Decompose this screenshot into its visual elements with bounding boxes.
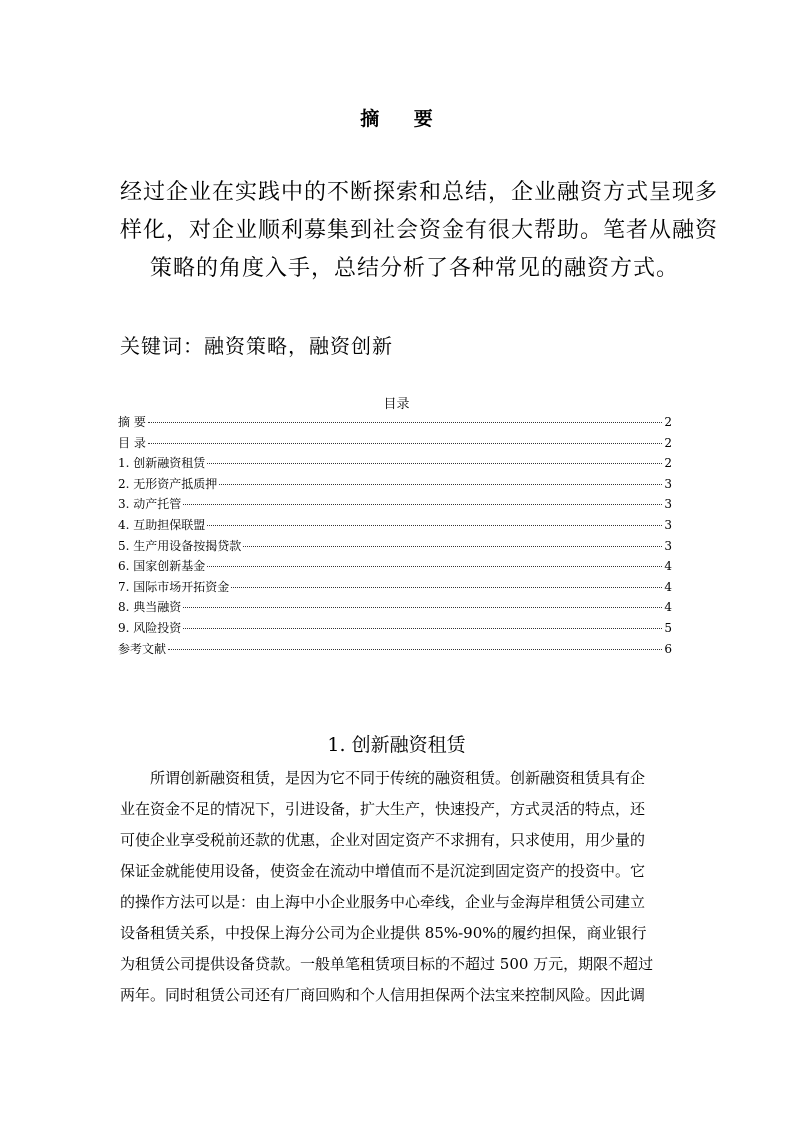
toc-page-number: 4 xyxy=(664,579,672,594)
toc-label: 参考文献 xyxy=(118,641,167,656)
toc-page-number: 4 xyxy=(664,600,672,615)
toc-page-number: 3 xyxy=(664,538,672,553)
toc-item-section-4[interactable] xyxy=(118,515,672,536)
toc-item-section-3[interactable] xyxy=(118,494,672,515)
toc-leader xyxy=(168,649,662,650)
toc-page-number: 2 xyxy=(664,456,672,471)
toc-leader xyxy=(207,566,662,567)
body-line: 保证金就能使用设备，使资金在流动中增值而不是沉淀到固定资产的投资中。它 xyxy=(120,862,646,880)
abstract-body xyxy=(120,174,719,288)
toc-page-number: 3 xyxy=(664,476,672,491)
section-body xyxy=(120,763,676,1011)
toc-label: 9. 风险投资 xyxy=(118,620,182,635)
toc-page-number: 6 xyxy=(664,641,672,656)
body-line: 可使企业享受税前还款的优惠，企业对固定资产不求拥有，只求使用，用少量的 xyxy=(120,831,646,849)
toc-item-section-2[interactable] xyxy=(118,474,672,495)
toc-leader xyxy=(148,422,663,423)
abstract-line: 经过企业在实践中的不断探索和总结，企业融资方式呈现多 xyxy=(120,180,719,205)
toc-leader xyxy=(231,587,662,588)
toc-page-number: 5 xyxy=(664,620,672,635)
toc-item-section-6[interactable] xyxy=(118,556,672,577)
abstract-line: 策略的角度入手，总结分析了各种常见的融资方式。 xyxy=(150,256,680,281)
toc-leader xyxy=(207,525,662,526)
toc-page-number: 3 xyxy=(664,497,672,512)
toc-leader xyxy=(148,443,663,444)
toc-item-abstract[interactable] xyxy=(118,412,672,433)
toc-page-number: 3 xyxy=(664,517,672,532)
toc-title: 目录 xyxy=(383,397,410,412)
toc-leader xyxy=(183,628,662,629)
toc-label: 1. 创新融资租赁 xyxy=(118,456,206,471)
toc-leader xyxy=(207,463,662,464)
toc-leader xyxy=(219,484,662,485)
section-heading: 1. 创新融资租赁 xyxy=(327,734,466,756)
toc-page-number: 2 xyxy=(664,435,672,450)
toc-leader xyxy=(183,504,662,505)
toc-label: 4. 互助担保联盟 xyxy=(118,517,206,532)
toc-label: 6. 国家创新基金 xyxy=(118,559,206,574)
toc-label: 2. 无形资产抵质押 xyxy=(118,476,218,491)
toc-label: 摘 要 xyxy=(118,415,146,429)
toc-item-section-7[interactable] xyxy=(118,577,672,598)
toc-leader xyxy=(183,607,662,608)
toc-item-references[interactable] xyxy=(118,639,672,660)
toc-label: 8. 典当融资 xyxy=(118,600,182,615)
toc-leader xyxy=(243,546,662,547)
toc-item-section-1[interactable] xyxy=(118,453,672,474)
toc-label: 5. 生产用设备按揭贷款 xyxy=(118,538,242,553)
toc-item-section-9[interactable] xyxy=(118,618,672,639)
body-line: 设备租赁关系，中投保上海分公司为企业提供 85%-90%的履约担保，商业银行 xyxy=(120,924,647,942)
toc-label: 目 录 xyxy=(118,435,146,450)
toc-label: 7. 国际市场开拓资金 xyxy=(118,579,230,594)
body-line: 为租赁公司提供设备贷款。一般单笔租赁项目标的不超过 500 万元，期限不超过 xyxy=(120,955,654,973)
body-line: 的操作方法可以是：由上海中小企业服务中心牵线，企业与金海岸租赁公司建立 xyxy=(120,893,646,911)
body-line: 业在资金不足的情况下，引进设备，扩大生产，快速投产，方式灵活的特点，还 xyxy=(120,800,646,818)
toc-item-section-5[interactable] xyxy=(118,536,672,557)
toc-item-section-8[interactable] xyxy=(118,597,672,618)
toc-item-contents[interactable] xyxy=(118,433,672,454)
body-line: 两年。同时租赁公司还有厂商回购和个人信用担保两个法宝来控制风险。因此调 xyxy=(120,986,646,1004)
toc-page-number: 4 xyxy=(664,559,672,574)
abstract-title: 摘 要 xyxy=(360,108,447,130)
toc-page-number: 2 xyxy=(664,415,672,429)
table-of-contents xyxy=(118,412,672,659)
keywords: 关键词：融资策略，融资创新 xyxy=(120,334,393,358)
abstract-line: 样化，对企业顺利募集到社会资金有很大帮助。笔者从融资 xyxy=(120,218,719,243)
body-line: 所谓创新融资租赁，是因为它不同于传统的融资租赁。创新融资租赁具有企 xyxy=(150,769,646,787)
toc-label: 3. 动产托管 xyxy=(118,497,182,512)
